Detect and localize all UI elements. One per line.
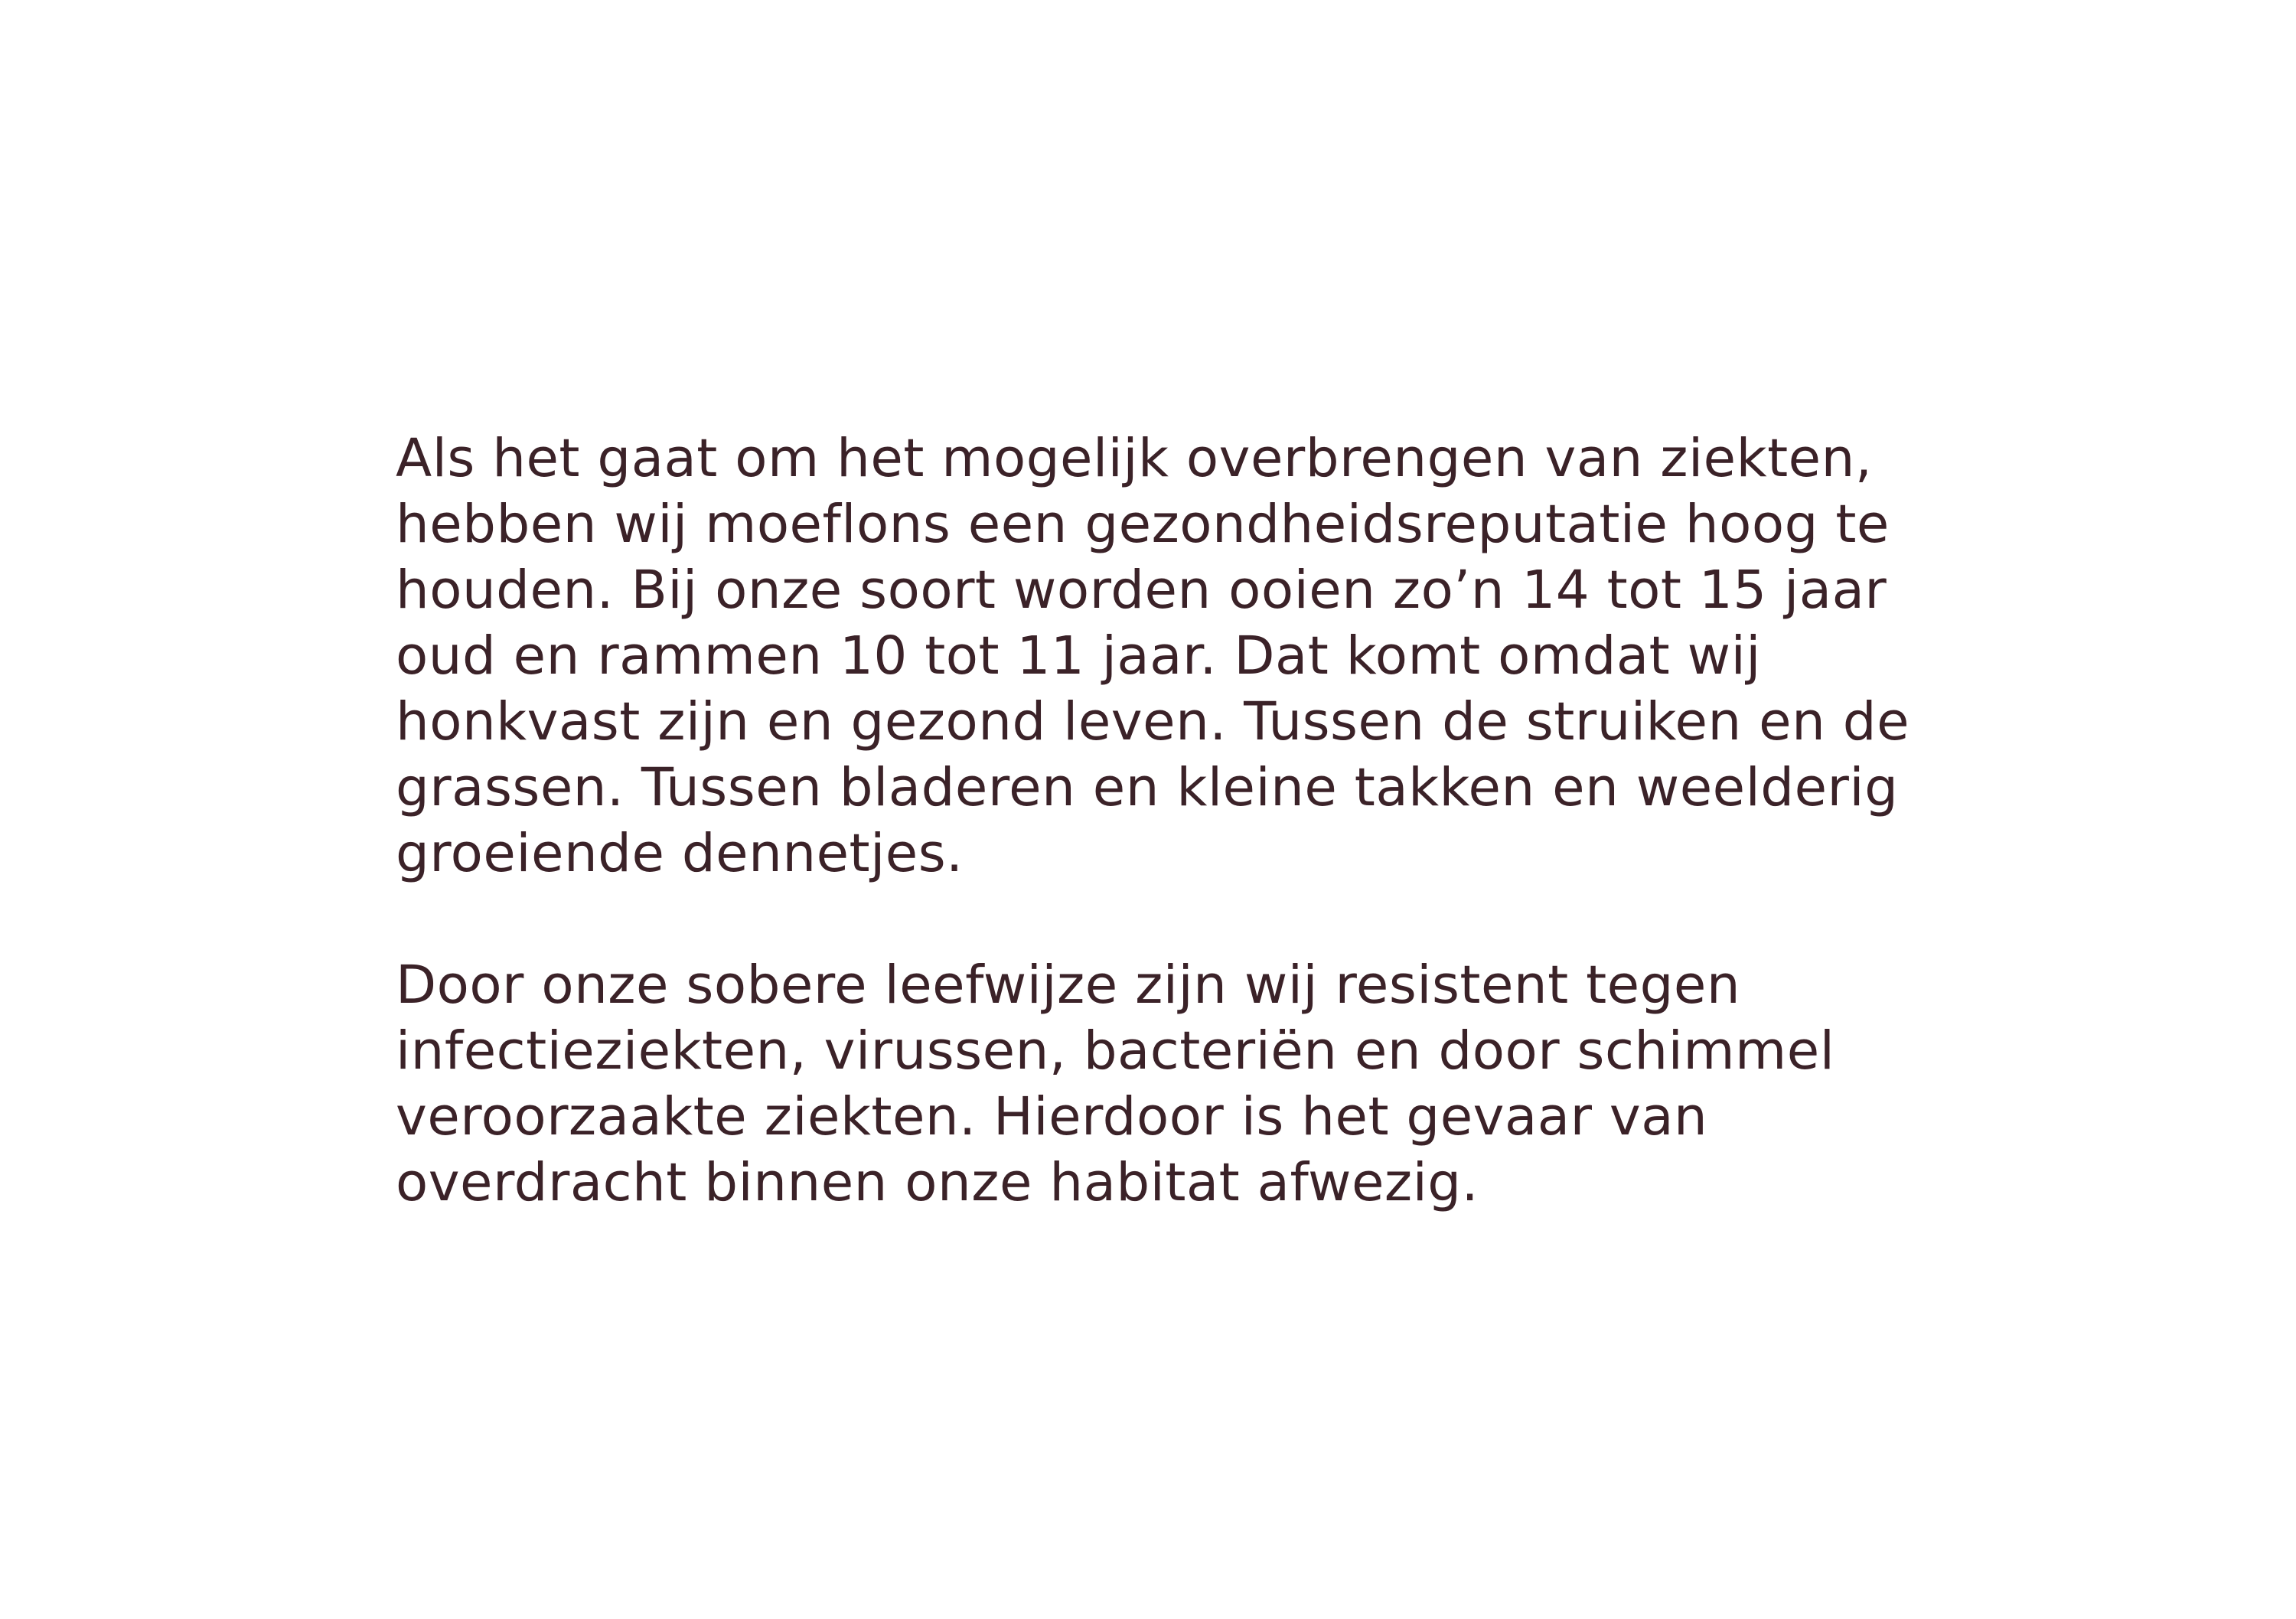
- paragraph-line: groeiende dennetjes.: [396, 823, 964, 884]
- paragraph-2: [396, 952, 2079, 1216]
- paragraph-spacer: [396, 886, 2079, 952]
- paragraph-line: veroorzaakte ziekten. Hierdoor is het gevaar van: [396, 1086, 1708, 1147]
- paragraph-line: Door onze sobere leefwijze zijn wij resistent tegen: [396, 955, 1741, 1016]
- paragraph-line: honkvast zijn en gezond leven. Tussen de struiken en de: [396, 691, 1910, 752]
- paragraph-line: houden. Bij onze soort worden ooien zo’n 14 tot 15 jaar: [396, 560, 1887, 621]
- paragraph-1: [396, 426, 2079, 886]
- paragraph-line: hebben wij moeflons een gezondheidsreputatie hoog te: [396, 494, 1890, 555]
- paragraph-line: oud en rammen 10 tot 11 jaar. Dat komt omdat wij: [396, 625, 1761, 687]
- document-body: [396, 426, 2079, 1216]
- paragraph-line: grassen. Tussen bladeren en kleine takken en weelderig: [396, 757, 1899, 818]
- paragraph-line: overdracht binnen onze habitat afwezig.: [396, 1152, 1479, 1213]
- paragraph-line: Als het gaat om het mogelijk overbrengen van ziekten,: [396, 428, 1873, 489]
- paragraph-line: infectieziekten, virussen, bacteriën en door schimmel: [396, 1020, 1835, 1082]
